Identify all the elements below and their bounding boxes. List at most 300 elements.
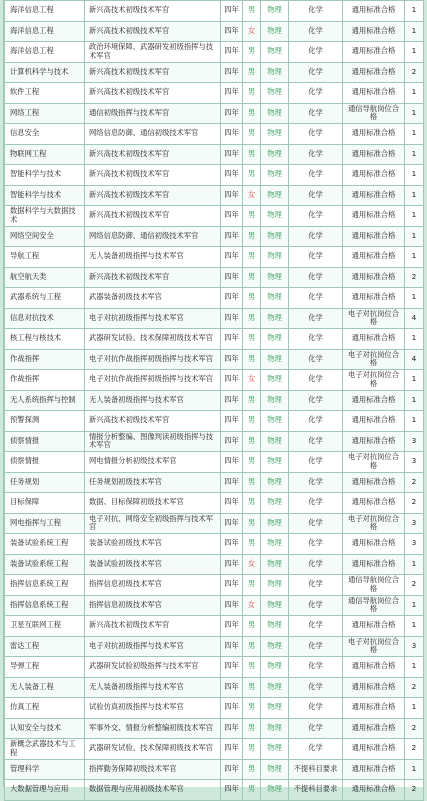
- physical-requirement-cell: 通用标准合格: [343, 472, 405, 493]
- program-length-cell: 四年: [221, 165, 243, 186]
- physical-requirement-cell: 通用标准合格: [343, 698, 405, 719]
- direction-cell: 指挥勤务保障初级技术军官: [85, 759, 221, 780]
- primary-subject-cell: 物理: [261, 616, 289, 637]
- direction-cell: 新兴高技术初级技术军官: [85, 616, 221, 637]
- table-row: [5, 144, 424, 165]
- primary-subject-cell: 物理: [261, 103, 289, 124]
- plan-count-cell: 2: [405, 472, 424, 493]
- gender-cell: 女: [243, 21, 261, 42]
- major-cell: 任务规划: [5, 472, 85, 493]
- program-length-cell: 四年: [221, 616, 243, 637]
- physical-requirement-cell: 通信导航岗位合格: [343, 595, 405, 616]
- physical-requirement-cell: 通用标准合格: [343, 62, 405, 83]
- direction-cell: 通信初级指挥与技术军官: [85, 103, 221, 124]
- direction-cell: 无人装备初级指挥与技术军官: [85, 247, 221, 268]
- major-cell: 仿真工程: [5, 698, 85, 719]
- table-row: [5, 124, 424, 145]
- direction-cell: 装备试验初级技术军官: [85, 534, 221, 555]
- program-length-cell: 四年: [221, 21, 243, 42]
- major-cell: 网络工程: [5, 103, 85, 124]
- plan-count-cell: 1: [405, 554, 424, 575]
- program-length-cell: 四年: [221, 472, 243, 493]
- plan-count-cell: 1: [405, 698, 424, 719]
- gender-cell: 男: [243, 452, 261, 473]
- table-row: [5, 431, 424, 452]
- primary-subject-cell: 物理: [261, 534, 289, 555]
- direction-cell: 新兴高技术初级技术军官: [85, 165, 221, 186]
- enrollment-table-panel: [3, 0, 424, 794]
- program-length-cell: 四年: [221, 370, 243, 391]
- primary-subject-cell: 物理: [261, 431, 289, 452]
- table-row: [5, 595, 424, 616]
- table-row: [5, 780, 424, 801]
- elective-subject-cell: 化学: [289, 698, 343, 719]
- elective-subject-cell: 化学: [289, 718, 343, 739]
- gender-cell: 男: [243, 144, 261, 165]
- program-length-cell: 四年: [221, 739, 243, 760]
- table-row: [5, 185, 424, 206]
- gender-cell: 男: [243, 677, 261, 698]
- major-cell: 装备试验系统工程: [5, 554, 85, 575]
- program-length-cell: 四年: [221, 780, 243, 801]
- direction-cell: 武器研发试验、技术保障初级技术军官: [85, 739, 221, 760]
- program-length-cell: 四年: [221, 124, 243, 145]
- gender-cell: 女: [243, 370, 261, 391]
- direction-cell: 网电情报分析初级技术军官: [85, 452, 221, 473]
- program-length-cell: 四年: [221, 185, 243, 206]
- program-length-cell: 四年: [221, 513, 243, 534]
- elective-subject-cell: 不提科目要求: [289, 780, 343, 801]
- table-row: [5, 62, 424, 83]
- physical-requirement-cell: 电子对抗岗位合格: [343, 513, 405, 534]
- primary-subject-cell: 物理: [261, 124, 289, 145]
- direction-cell: 武器研发试验初级指挥与技术军官: [85, 657, 221, 678]
- elective-subject-cell: 化学: [289, 472, 343, 493]
- direction-cell: 指挥信息初级技术军官: [85, 595, 221, 616]
- direction-cell: 新兴高技术初级技术军官: [85, 206, 221, 227]
- elective-subject-cell: 化学: [289, 370, 343, 391]
- major-cell: 作战指挥: [5, 370, 85, 391]
- plan-count-cell: 2: [405, 718, 424, 739]
- program-length-cell: 四年: [221, 411, 243, 432]
- plan-count-cell: 1: [405, 206, 424, 227]
- physical-requirement-cell: 通用标准合格: [343, 554, 405, 575]
- elective-subject-cell: 化学: [289, 431, 343, 452]
- table-row: [5, 370, 424, 391]
- table-row: [5, 472, 424, 493]
- physical-requirement-cell: 通用标准合格: [343, 226, 405, 247]
- elective-subject-cell: 化学: [289, 1, 343, 22]
- direction-cell: 电子对抗、网络安全初级指挥与技术军官: [85, 513, 221, 534]
- direction-cell: 政治环境保障、武器研发初级指挥与技术军官: [85, 42, 221, 63]
- elective-subject-cell: 化学: [289, 308, 343, 329]
- physical-requirement-cell: 电子对抗岗位合格: [343, 636, 405, 657]
- program-length-cell: 四年: [221, 595, 243, 616]
- major-cell: 卫星互联网工程: [5, 616, 85, 637]
- primary-subject-cell: 物理: [261, 554, 289, 575]
- physical-requirement-cell: 通用标准合格: [343, 677, 405, 698]
- primary-subject-cell: 物理: [261, 698, 289, 719]
- elective-subject-cell: 化学: [289, 534, 343, 555]
- gender-cell: 男: [243, 308, 261, 329]
- direction-cell: 武器研发试验、技术保障初级技术军官: [85, 329, 221, 350]
- direction-cell: 新兴高技术初级技术军官: [85, 83, 221, 104]
- physical-requirement-cell: 通用标准合格: [343, 267, 405, 288]
- table-row: [5, 575, 424, 596]
- physical-requirement-cell: 通用标准合格: [343, 780, 405, 801]
- primary-subject-cell: 物理: [261, 370, 289, 391]
- plan-count-cell: 4: [405, 349, 424, 370]
- elective-subject-cell: 化学: [289, 411, 343, 432]
- major-cell: 数据科学与大数据技术: [5, 206, 85, 227]
- physical-requirement-cell: 通用标准合格: [343, 83, 405, 104]
- primary-subject-cell: 物理: [261, 595, 289, 616]
- plan-count-cell: 1: [405, 103, 424, 124]
- table-row: [5, 759, 424, 780]
- primary-subject-cell: 物理: [261, 185, 289, 206]
- primary-subject-cell: 物理: [261, 349, 289, 370]
- direction-cell: 网络信息防御、通信初级技术军官: [85, 226, 221, 247]
- program-length-cell: 四年: [221, 103, 243, 124]
- major-cell: 雷达工程: [5, 636, 85, 657]
- elective-subject-cell: 化学: [289, 83, 343, 104]
- gender-cell: 男: [243, 575, 261, 596]
- major-cell: 信息安全: [5, 124, 85, 145]
- table-row: [5, 42, 424, 63]
- major-cell: 指挥信息系统工程: [5, 595, 85, 616]
- plan-count-cell: 1: [405, 21, 424, 42]
- primary-subject-cell: 物理: [261, 308, 289, 329]
- plan-count-cell: 1: [405, 411, 424, 432]
- major-cell: 作战指挥: [5, 349, 85, 370]
- elective-subject-cell: 化学: [289, 247, 343, 268]
- major-cell: 海洋信息工程: [5, 1, 85, 22]
- elective-subject-cell: 化学: [289, 657, 343, 678]
- direction-cell: 网络信息防御、通信初级技术军官: [85, 124, 221, 145]
- physical-requirement-cell: 通信导航岗位合格: [343, 103, 405, 124]
- major-cell: 预警探测: [5, 411, 85, 432]
- direction-cell: 新兴高技术初级技术军官: [85, 62, 221, 83]
- physical-requirement-cell: 通用标准合格: [343, 185, 405, 206]
- elective-subject-cell: 化学: [289, 124, 343, 145]
- table-row: [5, 554, 424, 575]
- major-cell: 海洋信息工程: [5, 21, 85, 42]
- table-row: [5, 616, 424, 637]
- direction-cell: 数据管理与应用初级技术军官: [85, 780, 221, 801]
- program-length-cell: 四年: [221, 308, 243, 329]
- plan-count-cell: 2: [405, 780, 424, 801]
- primary-subject-cell: 物理: [261, 677, 289, 698]
- program-length-cell: 四年: [221, 62, 243, 83]
- program-length-cell: 四年: [221, 349, 243, 370]
- table-row: [5, 267, 424, 288]
- program-length-cell: 四年: [221, 42, 243, 63]
- gender-cell: 男: [243, 1, 261, 22]
- elective-subject-cell: 化学: [289, 226, 343, 247]
- direction-cell: 新兴高技术初级技术军官: [85, 1, 221, 22]
- major-cell: 武器系统与工程: [5, 288, 85, 309]
- direction-cell: 情报分析整编、图像判读初级指挥与技术军官: [85, 431, 221, 452]
- table-row: [5, 1, 424, 22]
- gender-cell: 男: [243, 247, 261, 268]
- direction-cell: 新兴高技术初级技术军官: [85, 21, 221, 42]
- program-length-cell: 四年: [221, 431, 243, 452]
- major-cell: 航空航天类: [5, 267, 85, 288]
- gender-cell: 男: [243, 42, 261, 63]
- plan-count-cell: 1: [405, 144, 424, 165]
- plan-count-cell: 3: [405, 431, 424, 452]
- gender-cell: 男: [243, 616, 261, 637]
- table-row: [5, 452, 424, 473]
- gender-cell: 男: [243, 206, 261, 227]
- physical-requirement-cell: 通用标准合格: [343, 124, 405, 145]
- plan-count-cell: 4: [405, 308, 424, 329]
- table-row: [5, 390, 424, 411]
- elective-subject-cell: 化学: [289, 739, 343, 760]
- physical-requirement-cell: 通用标准合格: [343, 759, 405, 780]
- table-row: [5, 493, 424, 514]
- gender-cell: 男: [243, 534, 261, 555]
- major-cell: 计算机科学与技术: [5, 62, 85, 83]
- primary-subject-cell: 物理: [261, 390, 289, 411]
- elective-subject-cell: 化学: [289, 677, 343, 698]
- elective-subject-cell: 化学: [289, 493, 343, 514]
- program-length-cell: 四年: [221, 636, 243, 657]
- plan-count-cell: 3: [405, 636, 424, 657]
- primary-subject-cell: 物理: [261, 636, 289, 657]
- physical-requirement-cell: 通用标准合格: [343, 1, 405, 22]
- gender-cell: 男: [243, 390, 261, 411]
- physical-requirement-cell: 通用标准合格: [343, 390, 405, 411]
- gender-cell: 男: [243, 739, 261, 760]
- major-cell: 指挥信息系统工程: [5, 575, 85, 596]
- direction-cell: 新兴高技术初级技术军官: [85, 144, 221, 165]
- gender-cell: 男: [243, 267, 261, 288]
- major-cell: 目标保障: [5, 493, 85, 514]
- direction-cell: 电子对抗初级指挥与技术军官: [85, 308, 221, 329]
- primary-subject-cell: 物理: [261, 329, 289, 350]
- major-cell: 新概念武器技术与工程: [5, 739, 85, 760]
- table-row: [5, 636, 424, 657]
- table-row: [5, 534, 424, 555]
- table-row: [5, 718, 424, 739]
- elective-subject-cell: 化学: [289, 513, 343, 534]
- gender-cell: 男: [243, 62, 261, 83]
- table-row: [5, 103, 424, 124]
- table-row: [5, 165, 424, 186]
- elective-subject-cell: 化学: [289, 165, 343, 186]
- plan-count-cell: 1: [405, 165, 424, 186]
- gender-cell: 男: [243, 411, 261, 432]
- physical-requirement-cell: 通用标准合格: [343, 534, 405, 555]
- plan-count-cell: 3: [405, 513, 424, 534]
- primary-subject-cell: 物理: [261, 267, 289, 288]
- major-cell: 侦察情报: [5, 452, 85, 473]
- primary-subject-cell: 物理: [261, 513, 289, 534]
- elective-subject-cell: 化学: [289, 595, 343, 616]
- elective-subject-cell: 化学: [289, 390, 343, 411]
- major-cell: 认知安全与技术: [5, 718, 85, 739]
- program-length-cell: 四年: [221, 677, 243, 698]
- gender-cell: 男: [243, 759, 261, 780]
- direction-cell: 电子对抗初级指挥与技术军官: [85, 636, 221, 657]
- plan-count-cell: 1: [405, 390, 424, 411]
- gender-cell: 男: [243, 124, 261, 145]
- program-length-cell: 四年: [221, 452, 243, 473]
- major-cell: 智能科学与技术: [5, 165, 85, 186]
- gender-cell: 男: [243, 780, 261, 801]
- physical-requirement-cell: 通用标准合格: [343, 657, 405, 678]
- table-row: [5, 21, 424, 42]
- major-cell: 导航工程: [5, 247, 85, 268]
- major-cell: 大数据管理与应用: [5, 780, 85, 801]
- gender-cell: 男: [243, 636, 261, 657]
- major-cell: 装备试验系统工程: [5, 534, 85, 555]
- major-cell: 管理科学: [5, 759, 85, 780]
- direction-cell: 无人装备初级指挥与技术军官: [85, 677, 221, 698]
- plan-count-cell: 2: [405, 575, 424, 596]
- physical-requirement-cell: 通用标准合格: [343, 616, 405, 637]
- gender-cell: 女: [243, 185, 261, 206]
- physical-requirement-cell: 电子对抗岗位合格: [343, 308, 405, 329]
- physical-requirement-cell: 通用标准合格: [343, 431, 405, 452]
- physical-requirement-cell: 电子对抗岗位合格: [343, 452, 405, 473]
- program-length-cell: 四年: [221, 759, 243, 780]
- major-cell: 核工程与核技术: [5, 329, 85, 350]
- plan-count-cell: 2: [405, 267, 424, 288]
- program-length-cell: 四年: [221, 247, 243, 268]
- elective-subject-cell: 不提科目要求: [289, 759, 343, 780]
- elective-subject-cell: 化学: [289, 288, 343, 309]
- primary-subject-cell: 物理: [261, 1, 289, 22]
- program-length-cell: 四年: [221, 1, 243, 22]
- direction-cell: 无人装备初级指挥与技术军官: [85, 390, 221, 411]
- elective-subject-cell: 化学: [289, 636, 343, 657]
- plan-count-cell: 2: [405, 739, 424, 760]
- primary-subject-cell: 物理: [261, 21, 289, 42]
- major-cell: 无人系统指挥与控制: [5, 390, 85, 411]
- table-row: [5, 349, 424, 370]
- direction-cell: 新兴高技术初级技术军官: [85, 185, 221, 206]
- elective-subject-cell: 化学: [289, 62, 343, 83]
- major-cell: 海洋信息工程: [5, 42, 85, 63]
- gender-cell: 男: [243, 472, 261, 493]
- physical-requirement-cell: 电子对抗岗位合格: [343, 370, 405, 391]
- gender-cell: 男: [243, 513, 261, 534]
- primary-subject-cell: 物理: [261, 165, 289, 186]
- physical-requirement-cell: 通用标准合格: [343, 206, 405, 227]
- table-row: [5, 677, 424, 698]
- physical-requirement-cell: 通信导航岗位合格: [343, 575, 405, 596]
- gender-cell: 男: [243, 493, 261, 514]
- elective-subject-cell: 化学: [289, 206, 343, 227]
- major-cell: 网络空间安全: [5, 226, 85, 247]
- table-row: [5, 247, 424, 268]
- elective-subject-cell: 化学: [289, 185, 343, 206]
- elective-subject-cell: 化学: [289, 575, 343, 596]
- plan-count-cell: 1: [405, 247, 424, 268]
- plan-count-cell: 1: [405, 370, 424, 391]
- program-length-cell: 四年: [221, 206, 243, 227]
- plan-count-cell: 1: [405, 124, 424, 145]
- physical-requirement-cell: 电子对抗岗位合格: [343, 349, 405, 370]
- primary-subject-cell: 物理: [261, 575, 289, 596]
- direction-cell: 武器装备初级技术军官: [85, 288, 221, 309]
- gender-cell: 男: [243, 226, 261, 247]
- direction-cell: 电子对抗作战指挥初级指挥与技术军官: [85, 370, 221, 391]
- plan-count-cell: 1: [405, 1, 424, 22]
- enrollment-table: [4, 0, 424, 801]
- elective-subject-cell: 化学: [289, 554, 343, 575]
- gender-cell: 男: [243, 431, 261, 452]
- direction-cell: 新兴高技术初级技术军官: [85, 267, 221, 288]
- program-length-cell: 四年: [221, 493, 243, 514]
- direction-cell: 电子对抗作战指挥初级指挥与技术军官: [85, 349, 221, 370]
- plan-count-cell: 1: [405, 657, 424, 678]
- gender-cell: 男: [243, 698, 261, 719]
- table-row: [5, 411, 424, 432]
- table-row: [5, 698, 424, 719]
- program-length-cell: 四年: [221, 554, 243, 575]
- primary-subject-cell: 物理: [261, 226, 289, 247]
- gender-cell: 男: [243, 103, 261, 124]
- table-row: [5, 739, 424, 760]
- physical-requirement-cell: 通用标准合格: [343, 739, 405, 760]
- program-length-cell: 四年: [221, 534, 243, 555]
- primary-subject-cell: 物理: [261, 144, 289, 165]
- plan-count-cell: 1: [405, 595, 424, 616]
- table-row: [5, 206, 424, 227]
- primary-subject-cell: 物理: [261, 288, 289, 309]
- major-cell: 信息对抗技术: [5, 308, 85, 329]
- plan-count-cell: 2: [405, 493, 424, 514]
- program-length-cell: 四年: [221, 718, 243, 739]
- primary-subject-cell: 物理: [261, 657, 289, 678]
- program-length-cell: 四年: [221, 657, 243, 678]
- elective-subject-cell: 化学: [289, 267, 343, 288]
- primary-subject-cell: 物理: [261, 759, 289, 780]
- physical-requirement-cell: 通用标准合格: [343, 493, 405, 514]
- table-row: [5, 83, 424, 104]
- plan-count-cell: 2: [405, 677, 424, 698]
- primary-subject-cell: 物理: [261, 493, 289, 514]
- table-body: [5, 1, 424, 801]
- primary-subject-cell: 物理: [261, 206, 289, 227]
- gender-cell: 男: [243, 349, 261, 370]
- primary-subject-cell: 物理: [261, 452, 289, 473]
- plan-count-cell: 3: [405, 534, 424, 555]
- plan-count-cell: 2: [405, 62, 424, 83]
- major-cell: 导弹工程: [5, 657, 85, 678]
- major-cell: 无人装备工程: [5, 677, 85, 698]
- gender-cell: 男: [243, 329, 261, 350]
- program-length-cell: 四年: [221, 144, 243, 165]
- direction-cell: 试验仿真初级指挥与技术军官: [85, 698, 221, 719]
- physical-requirement-cell: 通用标准合格: [343, 329, 405, 350]
- table-row: [5, 513, 424, 534]
- major-cell: 智能科学与技术: [5, 185, 85, 206]
- program-length-cell: 四年: [221, 329, 243, 350]
- table-row: [5, 288, 424, 309]
- primary-subject-cell: 物理: [261, 411, 289, 432]
- physical-requirement-cell: 通用标准合格: [343, 21, 405, 42]
- physical-requirement-cell: 通用标准合格: [343, 144, 405, 165]
- primary-subject-cell: 物理: [261, 83, 289, 104]
- primary-subject-cell: 物理: [261, 247, 289, 268]
- primary-subject-cell: 物理: [261, 718, 289, 739]
- plan-count-cell: 1: [405, 83, 424, 104]
- elective-subject-cell: 化学: [289, 144, 343, 165]
